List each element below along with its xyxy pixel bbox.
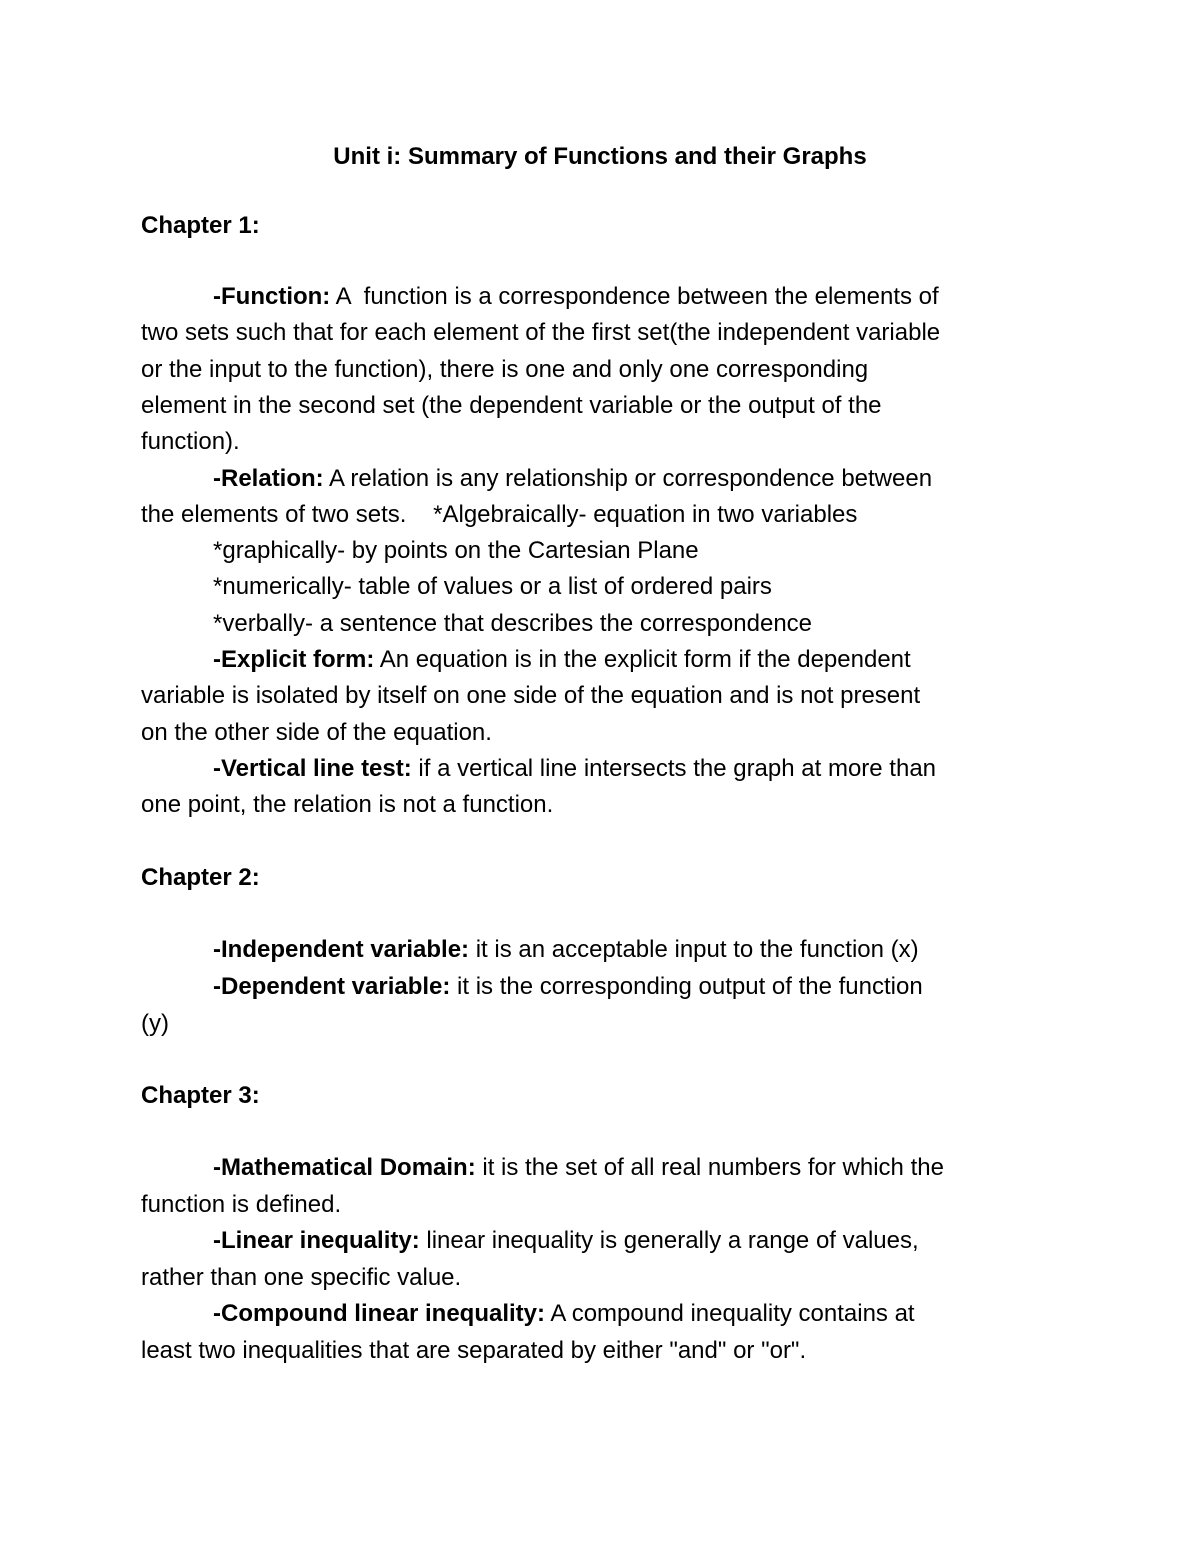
text-line: element in the second set (the dependent variable or the output of the — [141, 392, 882, 419]
definition-text: A compound inequality contains at — [545, 1300, 915, 1327]
term: -Dependent variable: — [213, 973, 451, 1000]
term: -Linear inequality: — [213, 1227, 420, 1254]
definition-dependent-variable — [213, 971, 923, 1003]
text-line: *verbally- a sentence that describes the correspondence — [213, 610, 813, 637]
definition-function — [213, 281, 939, 313]
text-line: one point, the relation is not a function. — [141, 791, 554, 818]
chapter-3-heading: Chapter 3: — [141, 1082, 260, 1109]
chapter-2-heading: Chapter 2: — [141, 864, 260, 891]
definition-explicit-form — [213, 644, 911, 676]
definition-text: it is the set of all real numbers for which the — [475, 1154, 944, 1181]
definition-text: A function is a correspondence between the elements of — [330, 283, 939, 310]
text-line: rather than one specific value. — [141, 1264, 462, 1291]
term: -Vertical line test: — [213, 755, 412, 782]
text-line: or the input to the function), there is one and only one corresponding — [141, 356, 869, 383]
term: -Mathematical Domain: — [213, 1154, 476, 1181]
definition-vertical-line-test — [213, 753, 936, 785]
term: -Function: — [213, 283, 331, 310]
text-line: on the other side of the equation. — [141, 719, 492, 746]
text-line: variable is isolated by itself on one side of the equation and is not present — [141, 682, 921, 709]
term: -Relation: — [213, 465, 324, 492]
definition-compound-linear-inequality — [213, 1298, 915, 1330]
definition-text: linear inequality is generally a range of values, — [419, 1227, 919, 1254]
text-line: least two inequalities that are separated by either "and" or "or". — [141, 1337, 807, 1364]
document-title: Unit i: Summary of Functions and their Graphs — [333, 143, 867, 170]
term: -Compound linear inequality: — [213, 1300, 546, 1327]
term: -Explicit form: — [213, 646, 375, 673]
term: -Independent variable: — [213, 936, 470, 963]
definition-relation — [213, 463, 932, 495]
definition-text: it is an acceptable input to the function (x) — [469, 936, 919, 963]
text-line: the elements of two sets. *Algebraically- equation in two variables — [141, 501, 858, 528]
chapter-1-heading: Chapter 1: — [141, 212, 260, 239]
text-line: function is defined. — [141, 1191, 342, 1218]
text-line: (y) — [141, 1010, 169, 1037]
definition-text: it is the corresponding output of the function — [450, 973, 923, 1000]
text-line: *graphically- by points on the Cartesian Plane — [213, 537, 699, 564]
definition-mathematical-domain — [213, 1152, 944, 1184]
definition-independent-variable — [213, 934, 919, 966]
definition-linear-inequality — [213, 1225, 919, 1257]
definition-text: An equation is in the explicit form if the dependent — [374, 646, 911, 673]
definition-text: A relation is any relationship or correspondence between — [323, 465, 933, 492]
text-line: two sets such that for each element of the first set(the independent variable — [141, 319, 941, 346]
text-line: function). — [141, 428, 240, 455]
definition-text: if a vertical line intersects the graph at more than — [411, 755, 937, 782]
text-line: *numerically- table of values or a list of ordered pairs — [213, 573, 772, 600]
